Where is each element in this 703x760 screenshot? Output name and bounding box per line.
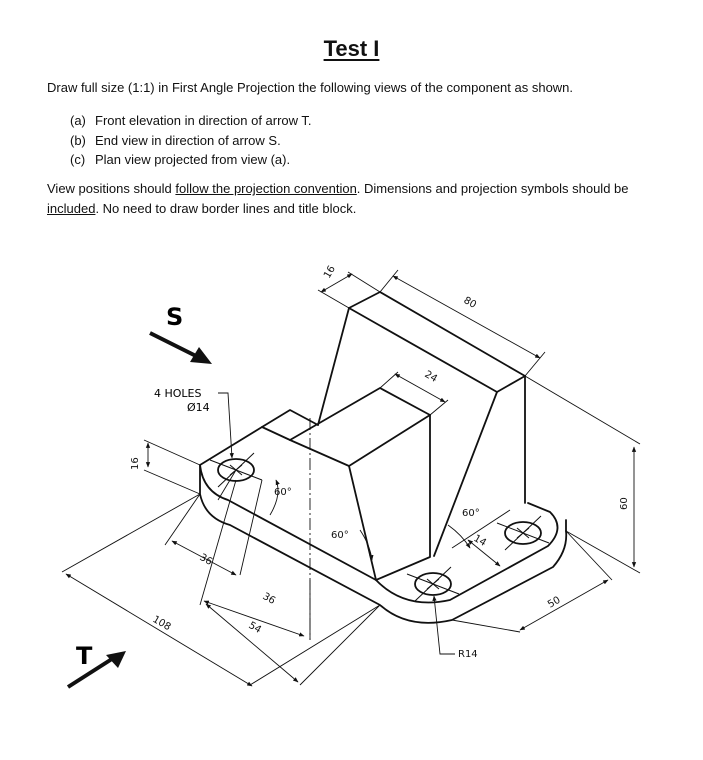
dim-16-top: 16: [322, 263, 338, 281]
page-title: Test I: [323, 36, 380, 61]
task-text: Plan view projected from view (a).: [95, 152, 291, 167]
instructions-note: View positions should follow the projection convention. Dimensions and projection symbols should be included. No need to draw border lines and title block.: [47, 181, 629, 216]
arrow-t-label: T: [76, 642, 93, 670]
task-text: Front elevation in direction of arrow T.: [95, 113, 312, 128]
task-label: (a): [70, 113, 86, 128]
dim-60: 60: [619, 497, 630, 510]
dim-50: 50: [546, 594, 563, 611]
dim-108: 108: [150, 614, 173, 634]
task-label: (b): [70, 132, 86, 148]
dim-14: 14: [471, 533, 489, 549]
arrow-s-label: S: [166, 303, 184, 331]
projection-convention-link: follow the projection convention: [175, 181, 357, 196]
arrow-s: [150, 333, 212, 364]
holes-note-line1: 4 HOLES: [154, 387, 202, 400]
task-text: End view in direction of arrow S.: [95, 132, 281, 148]
included-emphasis: included: [47, 201, 96, 216]
angle-60-left: 60°: [274, 487, 292, 498]
dim-36-a: 36: [197, 552, 215, 568]
dim-24: 24: [422, 369, 440, 385]
instructions-intro: Draw full size (1:1) in First Angle Projection the following views of the component as shown.: [47, 80, 574, 95]
dim-36-b: 36: [260, 591, 278, 607]
task-label: (c): [70, 152, 86, 167]
dim-80: 80: [461, 295, 479, 311]
dim-54: 54: [246, 620, 264, 636]
angle-60-right: 60°: [462, 508, 480, 519]
holes-note-line2: Ø14: [187, 401, 210, 414]
dim-16-left: 16: [130, 457, 141, 470]
angle-60-mid: 60°: [331, 530, 349, 541]
radius-r14: R14: [458, 649, 478, 660]
